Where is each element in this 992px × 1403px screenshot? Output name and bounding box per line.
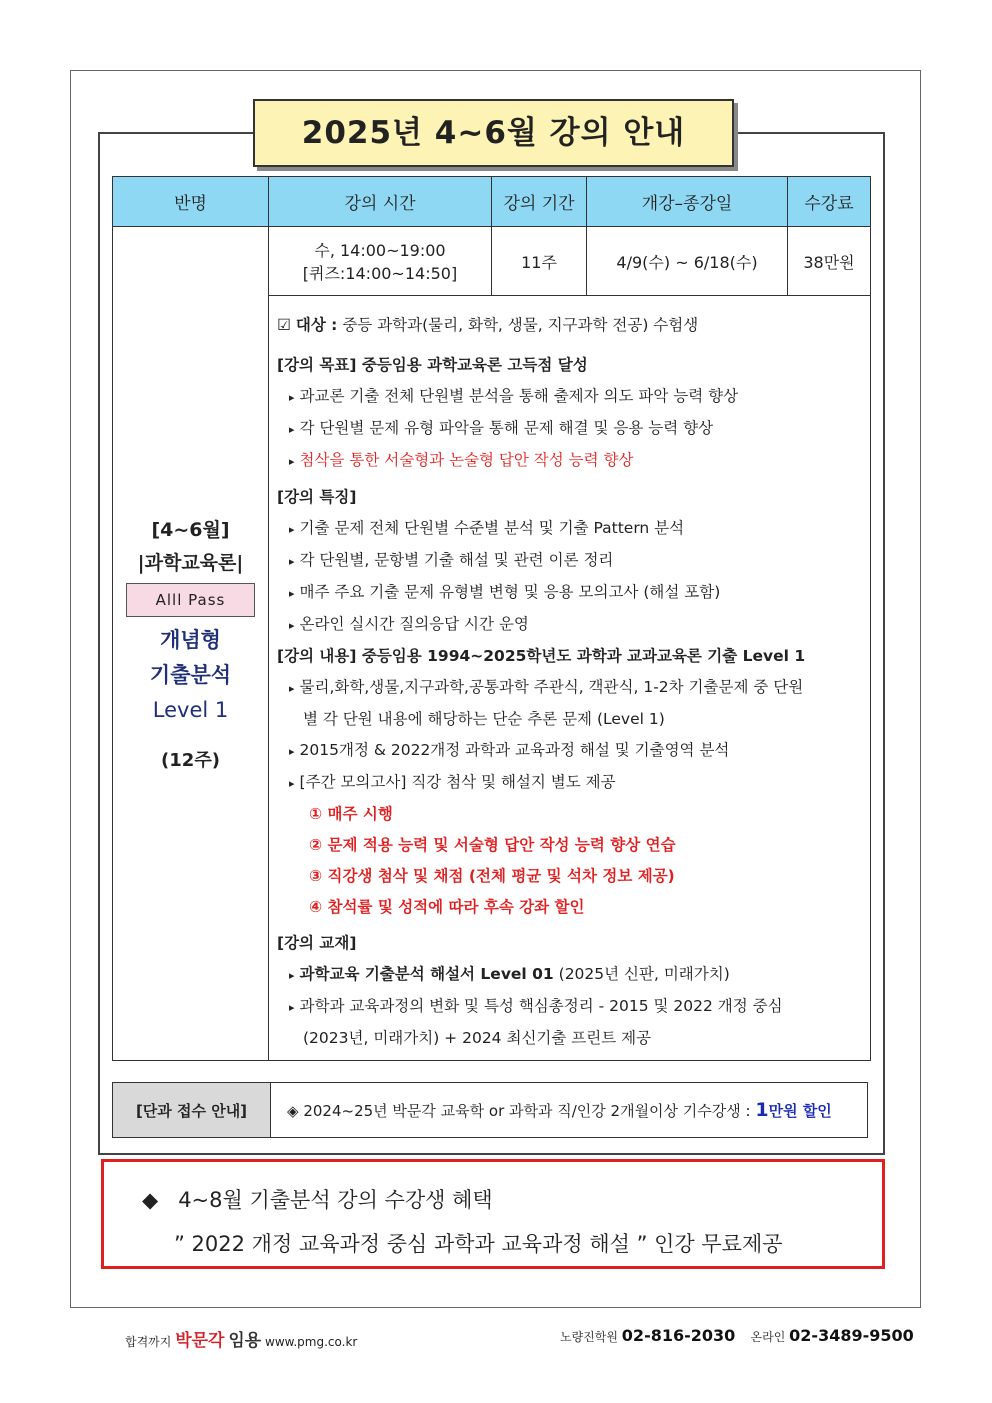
triangle-bullet-icon: ▸ — [289, 423, 295, 436]
list-item — [277, 513, 862, 545]
triangle-bullet-icon: ▸ — [289, 745, 295, 758]
triangle-bullet-icon: ▸ — [289, 391, 295, 404]
fee-cell: 38만원 — [788, 227, 871, 296]
footer-brand — [125, 1326, 357, 1351]
triangle-bullet-icon: ▸ — [289, 1001, 295, 1014]
book-2-title: 과학과 교육과정의 변화 및 특성 핵심총정리 - 2015 및 2022 개정 중심 — [299, 997, 783, 1015]
triangle-bullet-icon: ▸ — [289, 969, 295, 982]
course-table — [112, 176, 871, 1061]
registration-info — [271, 1083, 868, 1138]
footer-url[interactable]: www.pmg.co.kr — [265, 1335, 358, 1349]
table-header-row — [113, 177, 871, 227]
triangle-bullet-icon: ▸ — [289, 523, 295, 536]
list-item — [277, 672, 862, 704]
time-quiz: [퀴즈:14:00~14:50] — [302, 264, 458, 283]
goal-item-3: 첨삭을 통한 서술형과 논술형 답안 작성 능력 향상 — [299, 451, 634, 469]
content-item-1: 물리,화학,생물,지구과학,공통과학 주관식, 객관식, 1-2차 기출문제 중 단원 — [299, 678, 804, 696]
feature-item-1: 기출 문제 전체 단원별 수준별 분석 및 기출 Pattern 분석 — [299, 519, 685, 537]
feature-heading: [강의 특징] — [277, 488, 357, 506]
benefit-box — [101, 1159, 885, 1269]
discount-amount: 1 — [755, 1099, 769, 1121]
target-text: 중등 과학과(물리, 화학, 생물, 지구과학 전공) 수험생 — [342, 316, 699, 334]
feature-item-4: 온라인 실시간 질의응답 시간 운영 — [299, 615, 529, 633]
header-time: 강의 시간 — [269, 177, 492, 227]
mock-item-3: ③ 직강생 첨삭 및 채점 (전체 평균 및 석차 정보 제공) — [309, 867, 675, 885]
class-weeks: (12주) — [161, 750, 220, 771]
footer-contacts — [560, 1326, 914, 1345]
list-item — [277, 767, 862, 799]
triangle-bullet-icon: ▸ — [289, 777, 295, 790]
registration-label: [단과 접수 안내] — [113, 1083, 271, 1138]
list-item — [277, 577, 862, 609]
brand-logo-suffix: 임용 — [228, 1331, 262, 1351]
list-item-continued: 별 각 단원 내용에 해당하는 단순 추론 문제 (Level 1) — [303, 710, 665, 728]
list-item — [277, 413, 862, 445]
target-label: 대상 : — [295, 316, 338, 334]
dates-cell: 4/9(수) ~ 6/18(수) — [587, 227, 788, 296]
list-item — [277, 381, 862, 413]
triangle-bullet-icon: ▸ — [289, 619, 295, 632]
class-type1: 개념형 — [160, 628, 221, 652]
class-type2: 기출분석 — [149, 663, 232, 687]
content-item-3: [주간 모의고사] 직강 첨삭 및 해설지 별도 제공 — [299, 773, 616, 791]
campus-label: 노량진학원 — [560, 1330, 618, 1344]
list-item — [277, 545, 862, 577]
list-item — [277, 735, 862, 767]
list-item-continued: (2023년, 미래가치) + 2024 최신기출 프린트 제공 — [303, 1029, 652, 1047]
goal-item-2: 각 단원별 문제 유형 파악을 통해 문제 해결 및 응용 능력 향상 — [299, 419, 714, 437]
class-cell — [113, 227, 269, 1061]
benefit-line-1 — [142, 1184, 493, 1214]
pass-badge: Alll Pass — [126, 583, 255, 617]
time-main: 수, 14:00~19:00 — [314, 241, 446, 260]
online-phone: 02-3489-9500 — [789, 1326, 914, 1345]
benefit-text-1: 4~8월 기출분석 강의 수강생 혜택 — [178, 1188, 493, 1212]
list-item — [277, 609, 862, 641]
list-item — [277, 445, 862, 477]
diamond-bullet-icon: ◆ — [142, 1188, 159, 1212]
mock-item-1: ① 매주 시행 — [309, 805, 393, 823]
book-heading: [강의 교재] — [277, 934, 357, 952]
benefit-line-2: ” 2022 개정 교육과정 중심 과학과 교육과정 해설 ” 인강 무료제공 — [174, 1232, 783, 1256]
book-1-title: 과학교육 기출분석 해설서 Level 01 — [299, 965, 554, 983]
content-item-2: 2015개정 & 2022개정 과학과 교육과정 해설 및 기출영역 분석 — [299, 741, 730, 759]
registration-table — [112, 1082, 868, 1138]
list-item — [277, 991, 862, 1023]
discount-text: 만원 할인 — [768, 1102, 832, 1120]
header-class: 반명 — [113, 177, 269, 227]
schedule-row — [113, 227, 871, 296]
triangle-bullet-icon: ▸ — [289, 587, 295, 600]
header-fee: 수강료 — [788, 177, 871, 227]
page-title: 2025년 4~6월 강의 안내 — [253, 99, 734, 167]
triangle-bullet-icon: ▸ — [289, 682, 295, 695]
mock-item-4: ④ 참석률 및 성적에 따라 후속 강좌 할인 — [309, 898, 585, 916]
details-cell — [269, 296, 871, 1061]
class-level: Level 1 — [152, 698, 229, 722]
book-1-info: (2025년 신판, 미래가치) — [553, 965, 730, 983]
time-cell — [269, 227, 492, 296]
header-dates: 개강–종강일 — [587, 177, 788, 227]
list-item — [277, 959, 862, 991]
brand-logo: 박문각 — [175, 1331, 225, 1351]
duration-cell: 11주 — [492, 227, 587, 296]
campus-phone: 02-816-2030 — [621, 1326, 736, 1345]
feature-item-2: 각 단원별, 문항별 기출 해설 및 관련 이론 정리 — [299, 551, 614, 569]
online-label: 온라인 — [750, 1330, 786, 1344]
feature-item-3: 매주 주요 기출 문제 유형별 변형 및 응용 모의고사 (해설 포함) — [299, 583, 721, 601]
triangle-bullet-icon: ▸ — [289, 455, 295, 468]
checkbox-icon: ☑ — [277, 316, 291, 334]
goal-heading: [강의 목표] 중등임용 과학교육론 고득점 달성 — [277, 356, 588, 374]
class-period: [4~6월] — [151, 519, 230, 541]
target-line — [277, 310, 862, 341]
diamond-icon: ◈ — [287, 1102, 299, 1120]
mock-item-2: ② 문제 적용 능력 및 서술형 답안 작성 능력 향상 연습 — [309, 836, 676, 854]
footer-slogan: 합격까지 — [125, 1335, 172, 1349]
registration-text: 2024~25년 박문각 교육학 or 과학과 직/인강 2개월이상 기수강생 : — [303, 1102, 751, 1120]
triangle-bullet-icon: ▸ — [289, 555, 295, 568]
goal-item-1: 과교론 기출 전체 단원별 분석을 통해 출제자 의도 파악 능력 향상 — [299, 387, 739, 405]
content-heading: [강의 내용] 중등임용 1994~2025학년도 과학과 교과교육론 기출 Level 1 — [277, 647, 806, 665]
class-subject: |과학교육론| — [137, 552, 244, 574]
header-duration: 강의 기간 — [492, 177, 587, 227]
